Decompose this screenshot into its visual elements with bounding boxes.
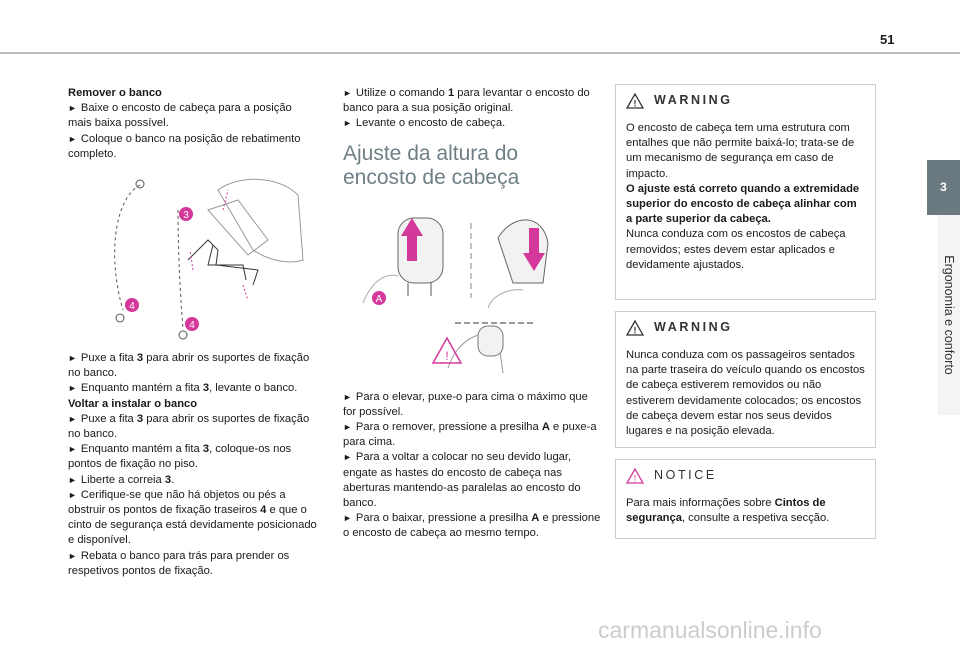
arrow-bullet-icon: ► xyxy=(343,118,352,129)
step: ► Rebata o banco para trás para prender os respetivos pontos de fixação. xyxy=(68,549,290,577)
chapter-label xyxy=(938,215,960,415)
svg-text:!: ! xyxy=(633,473,637,484)
step: ► Para o baixar, pressione a presilha A e pressione o encosto de cabeça ao mesmo tempo. xyxy=(343,512,601,540)
arrow-bullet-icon: ► xyxy=(68,550,77,561)
callout-4: 4 xyxy=(129,301,135,313)
callout-4: 4 xyxy=(189,320,195,332)
arrow-bullet-icon: ► xyxy=(68,353,77,364)
notice-box xyxy=(615,459,876,539)
arrow-bullet-icon: ► xyxy=(68,489,77,500)
section-title: Ajuste da altura do encosto de cabeça xyxy=(343,141,520,189)
step: ► Baixe o encosto de cabeça para a posição mais baixa possível. xyxy=(68,102,292,130)
arrow-bullet-icon: ► xyxy=(343,513,352,524)
arrow-bullet-icon: ► xyxy=(68,133,77,144)
step: ► Para o remover, pressione a presilha A e puxe-a para cima. xyxy=(343,421,597,449)
arrow-bullet-icon: ► xyxy=(343,88,352,98)
arrow-bullet-icon: ► xyxy=(68,383,77,394)
step: ► Puxe a fita 3 para abrir os suportes de fixação no banco. xyxy=(68,412,310,441)
step: ► Utilize o comando 1 para levantar o encosto do banco para a sua posição original. xyxy=(343,87,590,115)
warning-box-2 xyxy=(615,311,876,448)
column-middle xyxy=(343,86,601,542)
header-divider xyxy=(0,52,960,54)
arrow-bullet-icon: ► xyxy=(343,452,352,463)
callout-a: A xyxy=(375,293,383,305)
step: ► Enquanto mantém a fita 3, levante o banco. xyxy=(68,382,298,395)
warning-label: WARNING xyxy=(654,320,733,335)
warning-text-bold: O ajuste está correto quando a extremidade superior do encosto de cabeça alinhar com a parte superior da cabeça. xyxy=(626,182,860,226)
arrow-bullet-icon: ► xyxy=(68,444,77,455)
warning-label: WARNING xyxy=(654,93,733,108)
callout-3: 3 xyxy=(183,210,189,222)
warning-text: O encosto de cabeça tem uma estrutura com entalhes que não permite baixá-lo; trata-se de um mecanismo de segurança em caso de impacto. xyxy=(626,122,855,180)
page-number: 51 xyxy=(880,32,895,47)
heading-remove-seat: Remover o banco xyxy=(68,87,162,99)
headrest-figure xyxy=(343,198,593,388)
step: ► Puxe a fita 3 para abrir os suportes de fixação no banco. xyxy=(68,352,310,380)
svg-text:!: ! xyxy=(445,348,449,363)
chapter-label-text: Ergonomia e conforto xyxy=(942,255,956,375)
step: ► Para a voltar a colocar no seu devido lugar, engate as hastes do encosto de cabeça nas aberturas mantendo-as paralelas ao encosto do banco. xyxy=(343,451,581,510)
warning-box-1 xyxy=(615,84,876,300)
heading-reinstall-seat: Voltar a instalar o banco xyxy=(68,397,198,410)
warning-triangle-icon xyxy=(626,93,644,109)
arrow-bullet-icon: ► xyxy=(68,474,77,485)
step: ► Cerifique-se que não há objetos ou pés a obstruir os pontos de fixação traseiros 4 e que o cinto de segurança está devidamente posicionado e disponível. xyxy=(68,488,317,547)
step: ► Liberte a correia 3. xyxy=(68,473,175,486)
arrow-bullet-icon: ► xyxy=(68,413,77,424)
step: ► Levante o encosto de cabeça. xyxy=(343,117,506,130)
svg-text:!: ! xyxy=(633,325,637,336)
arrow-bullet-icon: ► xyxy=(68,103,77,114)
seat-removal-figure xyxy=(68,170,318,345)
warning-triangle-icon xyxy=(626,320,644,336)
watermark: carmanualsonline.info xyxy=(598,617,822,643)
step: ► Coloque o banco na posição de rebatimento completo. xyxy=(68,132,301,160)
arrow-bullet-icon: ► xyxy=(343,391,352,402)
svg-text:!: ! xyxy=(633,98,637,109)
step: ► Enquanto mantém a fita 3, coloque-os nos pontos de fixação no piso. xyxy=(68,443,292,471)
warning-text: Nunca conduza com os passageiros sentados na parte traseira do veículo quando os encostos de cabeça estiverem removidos ou não estiverem devidamente colocados; os encostos de cabeça devem estar nos seus devidos lugares e na posição elevada. xyxy=(626,349,865,438)
notice-link-seatbelts[interactable]: Cintos de segurança xyxy=(626,497,826,525)
column-left xyxy=(68,86,318,579)
notice-triangle-icon xyxy=(626,468,644,484)
chapter-tab[interactable]: 3 xyxy=(927,160,960,215)
notice-text: Para mais informações sobre Cintos de segurança, consulte a respetiva secção. xyxy=(626,497,830,525)
notice-label: NOTICE xyxy=(654,468,717,483)
step: ► Para o elevar, puxe-o para cima o máximo que for possível. xyxy=(343,390,588,418)
warning-text: Nunca conduza com os encostos de cabeça removidos; estes devem estar aplicados e devidamente ajustados. xyxy=(626,228,846,271)
arrow-bullet-icon: ► xyxy=(343,422,352,433)
